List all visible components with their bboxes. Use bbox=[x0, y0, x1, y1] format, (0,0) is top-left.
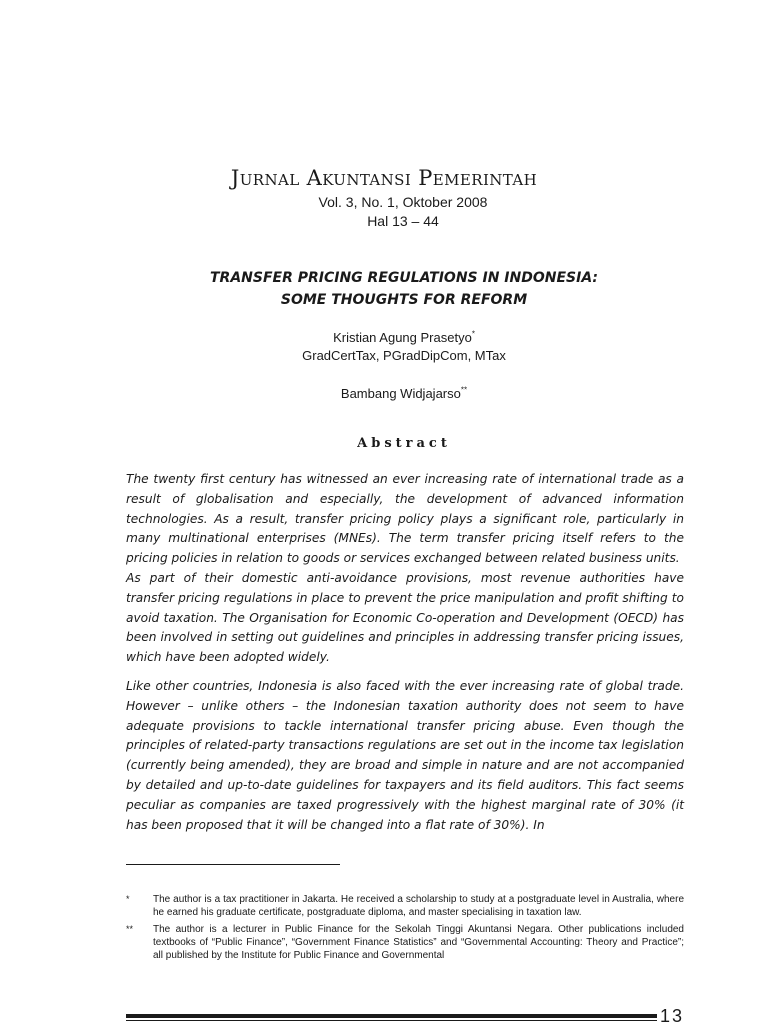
abstract-paragraph-1: The twenty first century has witnessed an ever increasing rate of international trade as a result of globalisation and especially, the development of advanced information technologies. As a result, transfer pricing policy plays a significant role, particularly in many multinational enterprises (MNEs). The term transfer pricing itself refers to the pricing policies in relation to goods or services exchanged between related business units. bbox=[126, 472, 684, 566]
author-1-credentials: GradCertTax, PGradDipCom, MTax bbox=[302, 348, 506, 363]
page-number: 13 bbox=[660, 1006, 685, 1026]
author-2-name: Bambang Widjajarso bbox=[340, 386, 461, 401]
abstract-body bbox=[126, 470, 684, 835]
author-2-footnote-mark: ** bbox=[460, 385, 468, 395]
footnote-2-text: The author is a lecturer in Public Finance for the Sekolah Tinggi Akuntansi Negara. Other publications included textbooks of “Public Finance”, “Government Finance Statistics” and “Governmental Accounting: Theory and Practice”; all published by the Institute for Public Finance and Governmental bbox=[153, 924, 684, 961]
footnote-2 bbox=[126, 923, 684, 962]
abstract-heading: Abstract bbox=[357, 436, 451, 451]
article-title-line2: SOME THOUGHTS FOR REFORM bbox=[280, 292, 528, 308]
author-1 bbox=[0, 330, 768, 345]
page-bottom-rule bbox=[126, 1014, 657, 1018]
article-title-line1: TRANSFER PRICING REGULATIONS IN INDONESIA: bbox=[209, 270, 599, 286]
author-1-name: Kristian Agung Prasetyo bbox=[333, 330, 472, 345]
author-1-footnote-mark: * bbox=[471, 329, 475, 339]
footnote-2-mark: ** bbox=[126, 924, 134, 934]
footnote-divider bbox=[126, 864, 340, 865]
page-bottom-rule-thin bbox=[126, 1020, 657, 1021]
footnotes bbox=[126, 893, 684, 966]
journal-volume: Vol. 3, No. 1, Oktober 2008 bbox=[318, 194, 488, 210]
footnote-1-text: The author is a tax practitioner in Jakarta. He received a scholarship to study at a postgraduate level in Australia, where he earned his graduate certificate, postgraduate diploma, and master specialising in taxation law. bbox=[153, 894, 684, 918]
abstract-paragraph-3: Like other countries, Indonesia is also faced with the ever increasing rate of global trade. However – unlike others – the Indonesian taxation authority does not seem to have adequate provisions to tackle international transfer pricing abuse. Even though the principles of related-party transactions regulations are set out in the income tax legislation (currently being amended), they are broad and simple in nature and are not accompanied by detailed and up-to-date guidelines for taxpayers and its field auditors. This fact seems peculiar as companies are taxed progressively with the highest marginal rate of 30% (it has been proposed that it will be changed into a flat rate of 30%). In bbox=[126, 678, 684, 832]
abstract-paragraph-2: As part of their domestic anti-avoidance provisions, most revenue authorities have transfer pricing regulations in place to prevent the price manipulation and profit shifting to avoid taxation. The Organisation for Economic Co-operation and Development (OECD) has been involved in setting out guidelines and principles in addressing transfer pricing issues, which have been adopted widely. bbox=[126, 570, 684, 665]
author-2 bbox=[0, 386, 768, 401]
journal-pages: Hal 13 – 44 bbox=[367, 213, 439, 229]
journal-name: Jurnal Akuntansi Pemerintah bbox=[230, 166, 538, 190]
footnote-1-mark: * bbox=[126, 894, 130, 904]
footnote-1 bbox=[126, 893, 684, 919]
